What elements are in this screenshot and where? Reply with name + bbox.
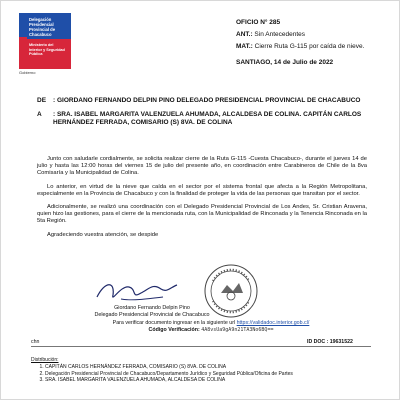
footer-divider xyxy=(31,346,371,347)
verification-code: 4A8vsUa9gA9n21TA3No6BQ== xyxy=(201,327,274,333)
to-value: : SRA. ISABEL MARGARITA VALENZUELA AHUMADA, ALCALDESA DE COLINA. CAPITÁN CARLOS HERNÁNDEZ FERRADA, COMISARIO (S) 8VA. DE COLINA xyxy=(53,111,362,126)
logo-top-text: Delegación Presidencial Provincial de Chacabuco xyxy=(29,17,56,37)
handwritten-signature xyxy=(91,277,181,305)
to-row xyxy=(37,111,367,127)
letter-body xyxy=(37,156,367,245)
materia: MAT.: Cierre Ruta G-115 por caída de nieve. xyxy=(236,43,365,50)
verification-code-line: Código Verificación: 4A8vsUa9gA9n21TA3No6BQ== xyxy=(148,327,274,333)
logo-tricolor xyxy=(19,13,27,69)
logo-footer: Gobierno xyxy=(19,70,36,75)
distribution-title: Distribución: xyxy=(31,357,59,363)
signer-name: Giordano Fernando Delpin Pino xyxy=(114,305,190,311)
paragraph-2: Lo anterior, en virtud de la nieve que caída en el sector por el sistema frontal que afecta a la Región Metropolitana, especialmente en la Provincia de Chacabuco y con la finalidad de proteger la vida de las personas que transitan por el sector. xyxy=(37,183,367,197)
government-logo xyxy=(19,13,71,81)
from-row xyxy=(37,97,367,105)
signer-title: Delegado Presidencial Provincial de Chacabuco xyxy=(94,312,210,318)
verification-block xyxy=(61,320,361,334)
logo-bottom-text: Ministerio del Interior y Seguridad Pública xyxy=(29,43,65,57)
official-seal xyxy=(203,263,259,319)
document-meta xyxy=(236,19,386,71)
oficio-number: OFICIO N° 285 xyxy=(236,19,281,26)
signature-block xyxy=(71,271,221,321)
document-date: SANTIAGO, 14 de Julio de 2022 xyxy=(236,59,334,66)
distribution-list xyxy=(31,357,371,383)
from-value: : GIORDANO FERNANDO DELPIN PINO DELEGADO PRESIDENCIAL PROVINCIAL DE CHACABUCO xyxy=(53,97,361,104)
verification-url-line: Para verificar documento ingresar en la siguiente url https://validadoc.interior.gob.cl/ xyxy=(112,320,310,326)
paragraph-4: Agradeciendo vuestra atención, se despide xyxy=(47,231,159,238)
initials: chn xyxy=(31,339,40,345)
distribution-item: 2. Delegación Presidencial Provincial de Chacabuco/Departamento Jurídico y Seguridad Pública/Oficina de Partes xyxy=(45,371,371,377)
distribution-item: 3. SRA. ISABEL MARGARITA VALENZUELA AHUMADA, ALCALDESA DE COLINA xyxy=(45,377,371,383)
paragraph-1: Junto con saludarle cordialmente, se solicita realizar cierre de la Ruta G-115 -Cuesta Chacabuco-, durante el jueves 14 de julio y hasta las 12:00 horas del viernes 15 de julio del presente año, en coordinación entre Carabineros de Chile de la 8va Comisaría y la Municipalidad de Colina. xyxy=(37,156,367,177)
document-id: ID DOC : 19631522 xyxy=(307,339,353,345)
distribution-item: 1. CAPITÁN CARLOS HERNÁNDEZ FERRADA, COMISARIO (S) 8VA. DE COLINA xyxy=(45,364,371,370)
antecedentes: ANT.: Sin Antecedentes xyxy=(236,31,306,38)
to-label: A xyxy=(37,111,42,118)
paragraph-3: Adicionalmente, se realizó una coordinación con el Delegado Presidencial Provincial de Los Andes, Sr. Cristian Aravena, quien hizo las gestiones, para el cierre de la mencionada ruta, con la Municipalidad de Rinconada y la Tenencia Rinconada en la 5ta Región. xyxy=(37,204,367,225)
from-label: DE xyxy=(37,97,47,104)
address-block xyxy=(37,97,367,133)
verification-url[interactable]: https://validadoc.interior.gob.cl/ xyxy=(236,320,310,326)
